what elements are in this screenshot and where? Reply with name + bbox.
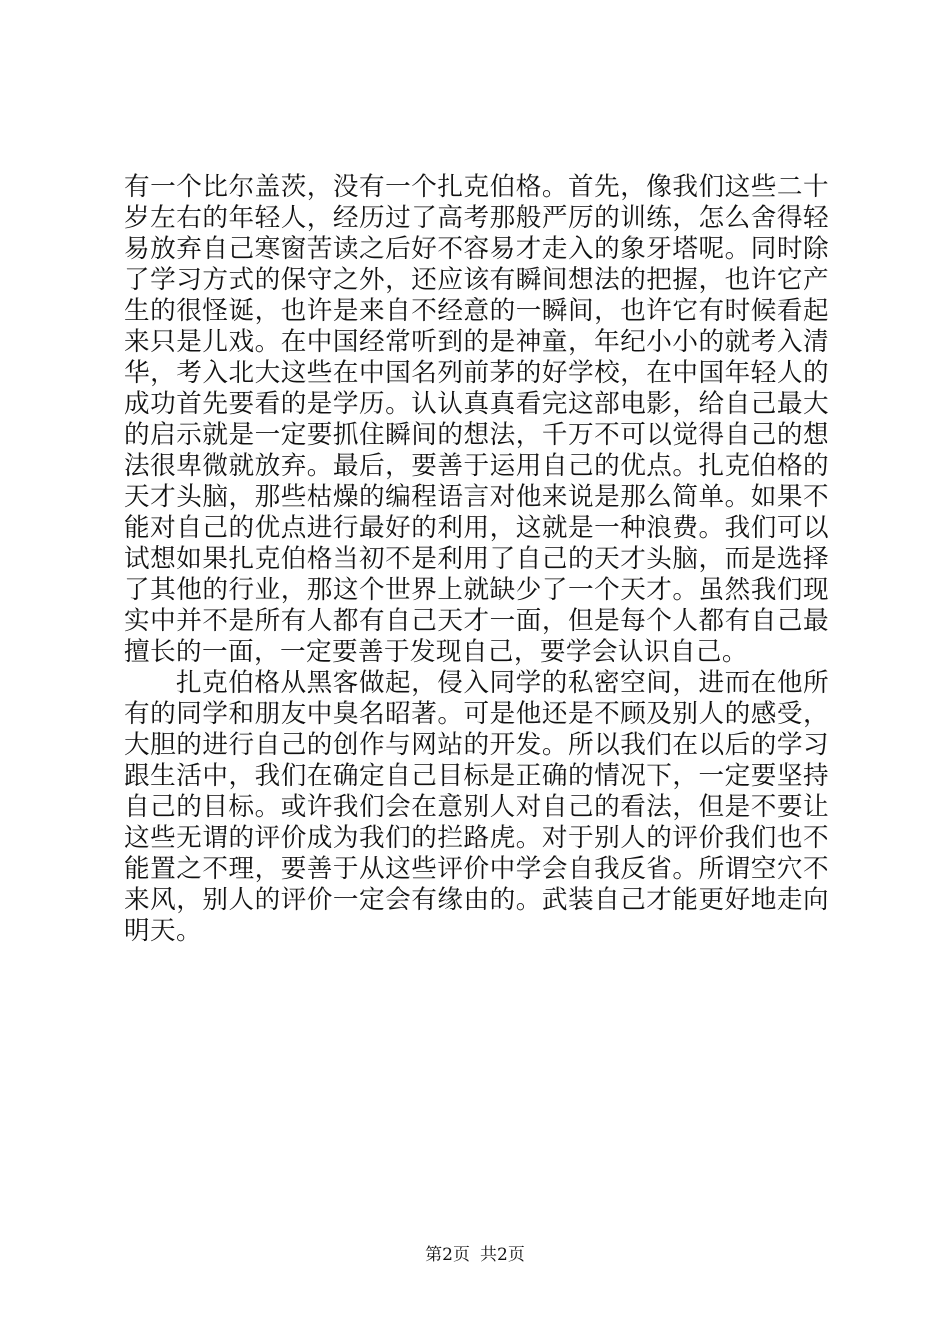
document-body <box>124 172 829 947</box>
page-total-label: 共2页 <box>480 1245 525 1265</box>
paragraph-2: 扎克伯格从黑客做起，侵入同学的私密空间，进而在他所有的同学和朋友中臭名昭著。可是他还是不顾及别人的感受，大胆的进行自己的创作与网站的开发。所以我们在以后的学习跟生活中，我们在确定自己目标是正确的情况下，一定要坚持自己的目标。或许我们会在意别人对自己的看法，但是不要让这些无谓的评价成为我们的拦路虎。对于别人的评价我们也不能置之不理，要善于从这些评价中学会自我反省。所谓空穴不来风，别人的评价一定会有缘由的。武装自己才能更好地走向明天。 <box>124 668 829 946</box>
paragraph-1: 有一个比尔盖茨，没有一个扎克伯格。首先，像我们这些二十岁左右的年轻人，经历过了高考那般严厉的训练，怎么舍得轻易放弃自己寒窗苦读之后好不容易才走入的象牙塔呢。同时除了学习方式的保守之外，还应该有瞬间想法的把握，也许它产生的很怪诞，也许是来自不经意的一瞬间，也许它有时候看起来只是儿戏。在中国经常听到的是神童，年纪小小的就考入清华，考入北大这些在中国名列前茅的好学校，在中国年轻人的成功首先要看的是学历。认认真真看完这部电影，给自己最大的启示就是一定要抓住瞬间的想法，千万不可以觉得自己的想法很卑微就放弃。最后，要善于运用自己的优点。扎克伯格的天才头脑，那些枯燥的编程语言对他来说是那么简单。如果不能对自己的优点进行最好的利用，这就是一种浪费。我们可以试想如果扎克伯格当初不是利用了自己的天才头脑，而是选择了其他的行业，那这个世界上就缺少了一个天才。虽然我们现实中并不是所有人都有自己天才一面，但是每个人都有自己最擅长的一面，一定要善于发现自己，要学会认识自己。 <box>124 172 829 667</box>
page-footer <box>0 1244 950 1266</box>
page-number-label: 第2页 <box>425 1245 470 1265</box>
